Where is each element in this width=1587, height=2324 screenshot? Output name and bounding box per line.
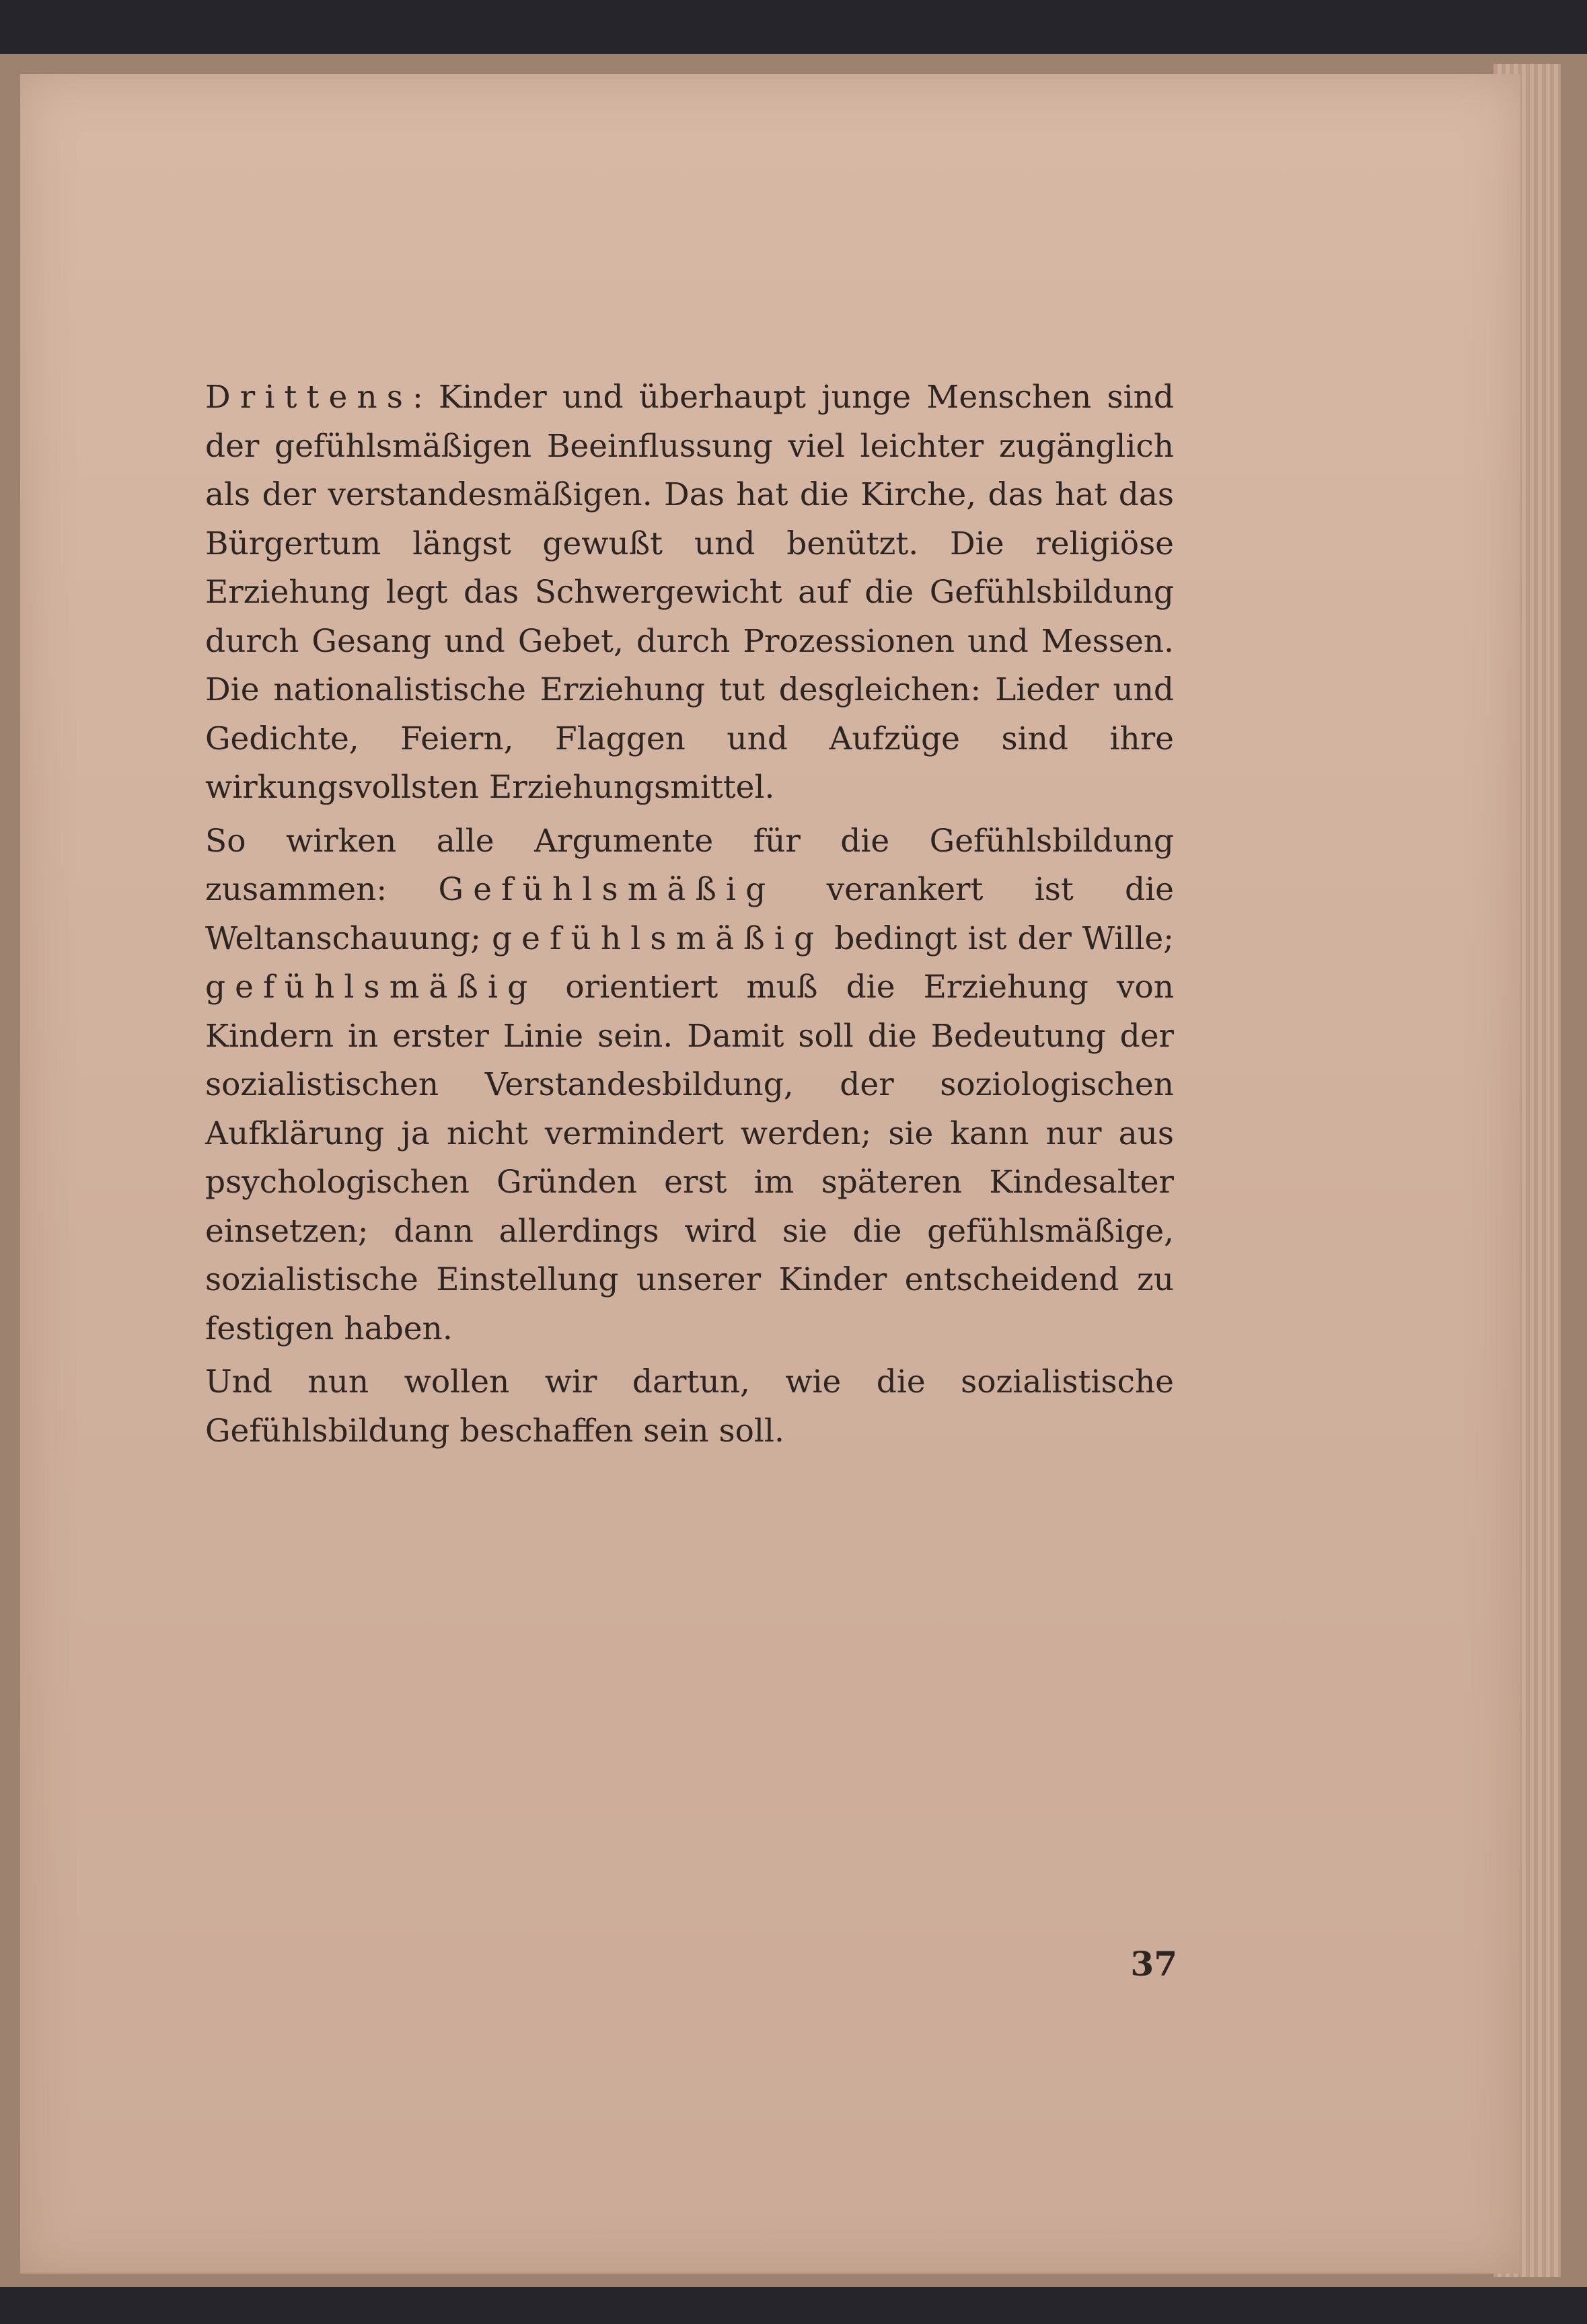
- paragraph: [205, 817, 1174, 1354]
- emphasis-word: Drittens: [205, 379, 412, 416]
- emphasis-word: Gefühlsmäßig: [438, 871, 776, 908]
- text-run: verankert ist die Weltanschauung;: [205, 871, 1174, 957]
- paragraph: [205, 1358, 1174, 1456]
- emphasis-word: gefühlsmäßig: [491, 920, 824, 957]
- emphasis-word: gefühlsmäßig: [205, 969, 538, 1006]
- body-text: [205, 373, 1174, 1460]
- text-run: So wirken alle Argumente für die Gefühlsbildung zusammen:: [205, 822, 1174, 908]
- text-run: orientiert muß die Erziehung von Kindern in erster Linie sein. Damit soll die Bedeutung der sozialistischen Verstandesbildung, der soziologischen Aufklärung ja nicht vermindert werden; sie kann nur aus psychologischen Gründen erst im späteren Kindesalter einsetzen; dann allerdings wird sie die gefühlsmäßige, sozialistische Einstellung unserer Kinder entscheidend zu festigen haben.: [205, 969, 1174, 1347]
- text-run: : Kinder und überhaupt junge Menschen sind der gefühlsmäßigen Beeinflussung viel leichter zugänglich als der verstandesmäßigen. Das hat die Kirche, das hat das Bürgertum längst gewußt und benützt. Die religiöse Erziehung legt das Schwergewicht auf die Gefühlsbildung durch Gesang und Gebet, durch Prozessionen und Messen. Die nationalistische Erziehung tut desgleichen: Lieder und Gedichte, Feiern, Flaggen und Aufzüge sind ihre wirkungsvollsten Erziehungsmittel.: [205, 379, 1174, 806]
- page-number: 37: [1130, 1944, 1177, 1984]
- text-run: Und nun wollen wir dartun, wie die sozialistische Gefühlsbildung beschaffen sein soll.: [205, 1363, 1174, 1450]
- text-run: bedingt ist der Wille;: [823, 920, 1175, 957]
- paragraph: [205, 373, 1174, 813]
